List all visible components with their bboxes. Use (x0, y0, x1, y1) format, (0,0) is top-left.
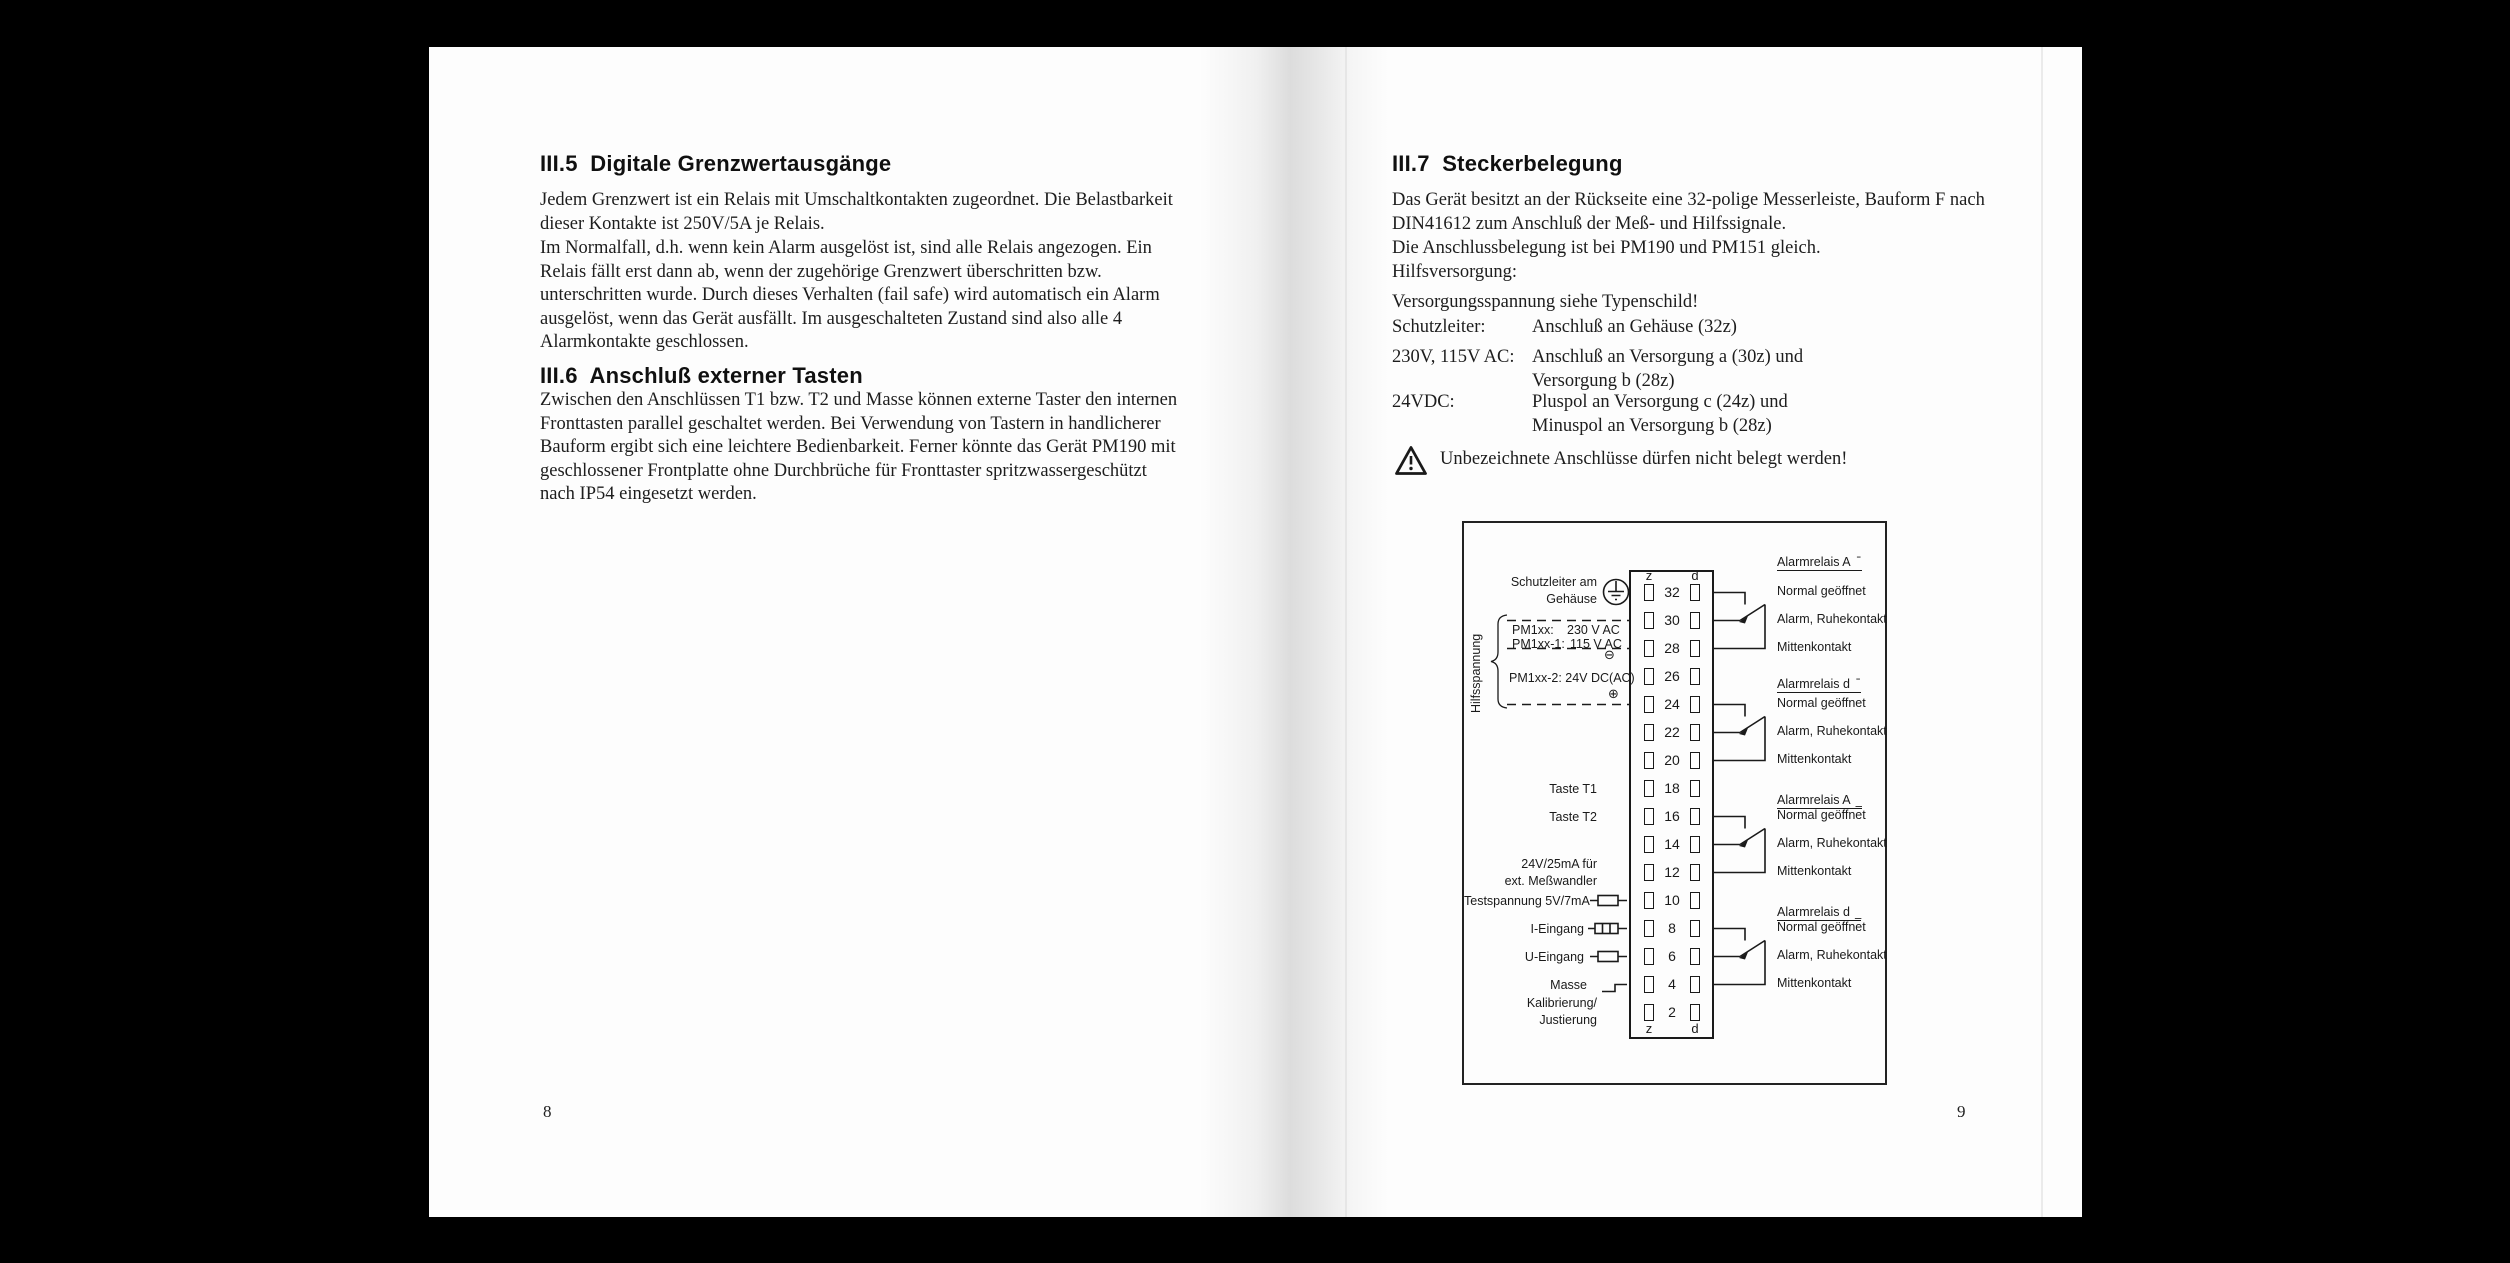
pin-12d (1690, 864, 1700, 881)
paragraph: Im Normalfall, d.h. wenn kein Alarm ausgelöst ist, sind alle Relais angezogen. Ein Relais fällt erst dann ab, wenn der zugehörige Grenzwert überschritten bzw. unterschritten wurde. Durch dieses Verhalten (fail safe) wird automatisch ein Alarm ausgelöst, wenn das Gerät ausfällt. Im ausgeschalteten Zustand sind also alle 4 Alarmkontakte geschlossen. (540, 238, 1160, 352)
def-desc: Anschluß an Gehäuse (32z) (1532, 317, 1737, 337)
hilfsspannung-label: Hilfsspannung (1469, 633, 1483, 713)
column-label-d-bottom: d (1691, 1021, 1699, 1036)
pin-number: 14 (1664, 835, 1680, 852)
relay-limit-mark: _ (1854, 904, 1862, 919)
pin-26z (1644, 668, 1654, 685)
paragraph: Das Gerät besitzt an der Rückseite eine 32-polige Messerleiste, Bauform F nach DIN41612 zum Anschluß der Meß- und Hilfssignale. (1392, 190, 1985, 234)
taste-t1-label: Taste T1 (1549, 782, 1597, 796)
pin-20z (1644, 752, 1654, 769)
relay-limit-mark: _ (1855, 792, 1862, 807)
section-heading-iii5: III.5 Digitale Grenzwertausgänge (540, 151, 892, 176)
pin-22z (1644, 724, 1654, 741)
supply-row-24vdc: PM1xx-2: 24V DC(AC) (1509, 671, 1635, 685)
pin-number: 6 (1668, 947, 1676, 964)
pin-26d (1690, 668, 1700, 685)
pin-number: 32 (1664, 583, 1680, 600)
kalibrierung-line2: Justierung (1539, 1013, 1597, 1027)
pin-number: 30 (1664, 611, 1680, 628)
masse-label: Masse (1550, 978, 1587, 992)
pin-2d (1690, 1004, 1700, 1021)
pin-24z (1644, 696, 1654, 713)
def-desc: Pluspol an Versorgung c (24z) und (1532, 392, 1788, 412)
pin-32d (1690, 584, 1700, 601)
kalibrierung-label (1464, 995, 1597, 1029)
pin-number: 4 (1668, 975, 1676, 992)
pin-32z (1644, 584, 1654, 601)
minus-terminal-icon: ⊖ (1604, 648, 1615, 663)
relay-contact-label: Normal geöffnet (1777, 920, 1866, 934)
pin-14d (1690, 836, 1700, 853)
testspannung-label: Testspannung 5V/7mA (1464, 894, 1590, 908)
relay-group-heading (1777, 904, 1861, 921)
pin-22d (1690, 724, 1700, 741)
relay-group-heading (1777, 792, 1862, 809)
supply-name: PM1xx-1: (1512, 637, 1565, 651)
pin-28z (1644, 640, 1654, 657)
warning-text: Unbezeichnete Anschlüsse dürfen nicht belegt werden! (1440, 449, 1848, 469)
book-spread (429, 47, 2082, 1217)
relay-contact-label: Normal geöffnet (1777, 696, 1866, 710)
column-label-z-bottom: z (1645, 1021, 1653, 1036)
u-eingang-label: U-Eingang (1524, 950, 1584, 964)
pin-number: 28 (1664, 639, 1680, 656)
section-heading-iii7: III.7 Steckerbelegung (1392, 151, 1623, 176)
column-label-d-top: d (1691, 568, 1699, 583)
pin-8z (1644, 920, 1654, 937)
relay-contact-label: Alarm, Ruhekontakt (1777, 948, 1887, 962)
paragraph: Zwischen den Anschlüssen T1 bzw. T2 und Masse können externe Taster den internen Fronttasten parallel geschaltet werden. Bei Verwendung von Tastern in handlicherer Bauform ergibt sich eine leichtere Bedienbarkeit. Ferner könnte das Gerät PM190 mit geschlossener Frontplatte ohne Durchbrüche für Fronttaster spritzwassergeschützt nach IP54 eingesetzt werden. (540, 390, 1178, 504)
page-edge-line (2041, 47, 2043, 1217)
schutzleiter-line2: Gehäuse (1546, 592, 1597, 606)
supply-value: 115 V AC (1570, 637, 1622, 651)
schutzleiter-line1: Schutzleiter am (1510, 575, 1597, 589)
pin-14z (1644, 836, 1654, 853)
i-eingang-label: I-Eingang (1530, 922, 1584, 936)
pin-18d (1690, 780, 1700, 797)
relay-contact-label: Mittenkontakt (1777, 640, 1852, 654)
pin-18z (1644, 780, 1654, 797)
def-desc: Anschluß an Versorgung a (30z) und (1532, 347, 1804, 367)
page-crease-line (1345, 47, 1347, 1217)
def-desc: Minuspol an Versorgung b (28z) (1532, 415, 1772, 436)
relay-group-title: Alarmrelais A (1777, 793, 1851, 807)
def-term: Schutzleiter: (1392, 317, 1486, 337)
def-desc: Versorgung b (28z) (1532, 370, 1675, 391)
relay-group-title: Alarmrelais d (1777, 677, 1850, 691)
paragraph: Jedem Grenzwert ist ein Relais mit Umschaltkontakten zugeordnet. Die Belastbarkeit dieser Kontakte ist 250V/5A je Relais. (540, 190, 1173, 234)
pin-number: 8 (1668, 919, 1676, 936)
pin-8d (1690, 920, 1700, 937)
pin-number: 20 (1664, 751, 1680, 768)
paragraph: Versorgungsspannung siehe Typenschild! (1392, 292, 1699, 312)
pin-number: 10 (1664, 891, 1680, 908)
relay-contact-label: Normal geöffnet (1777, 584, 1866, 598)
plus-terminal-icon: ⊕ (1608, 687, 1619, 702)
messwandler-line1: 24V/25mA für (1521, 857, 1597, 871)
paragraph: Die Anschlussbelegung ist bei PM190 und PM151 gleich. (1392, 238, 1821, 258)
messwandler-line2: ext. Meßwandler (1504, 874, 1597, 888)
relay-group-heading (1777, 554, 1862, 571)
pin-number: 24 (1664, 695, 1680, 712)
section-heading-iii6: III.6 Anschluß externer Tasten (540, 363, 863, 388)
pin-4z (1644, 976, 1654, 993)
pin-4d (1690, 976, 1700, 993)
pin-30d (1690, 612, 1700, 629)
pin-12z (1644, 864, 1654, 881)
supply-name: PM1xx: (1512, 623, 1554, 637)
relay-contact-label: Mittenkontakt (1777, 752, 1852, 766)
pin-6z (1644, 948, 1654, 965)
page-number-right: 9 (1957, 1102, 1966, 1121)
pin-number: 26 (1664, 667, 1680, 684)
def-term: 230V, 115V AC: (1392, 347, 1515, 367)
pin-number: 12 (1664, 863, 1680, 880)
relay-contact-label: Alarm, Ruhekontakt (1777, 836, 1887, 850)
paragraph: Hilfsversorgung: (1392, 262, 1518, 282)
relay-contact-label: Normal geöffnet (1777, 808, 1866, 822)
relay-contact-label: Mittenkontakt (1777, 976, 1852, 990)
column-label-z-top: z (1645, 568, 1653, 583)
relay-limit-mark: ¯ (1855, 554, 1862, 569)
pin-6d (1690, 948, 1700, 965)
pin-number: 22 (1664, 723, 1680, 740)
pin-10z (1644, 892, 1654, 909)
pin-24d (1690, 696, 1700, 713)
relay-limit-mark: ¯ (1854, 676, 1862, 691)
schutzleiter-label (1464, 574, 1597, 608)
def-term: 24VDC: (1392, 392, 1455, 412)
book-gutter-shadow (1199, 47, 1389, 1217)
taste-t2-label: Taste T2 (1549, 810, 1597, 824)
page-number-left: 8 (543, 1102, 552, 1121)
pinout-diagram (1462, 521, 1887, 1085)
relay-contact-label: Mittenkontakt (1777, 864, 1852, 878)
pin-number: 16 (1664, 807, 1680, 824)
relay-group-title: Alarmrelais A (1777, 555, 1851, 569)
warning-triangle-icon (1394, 445, 1428, 476)
pin-20d (1690, 752, 1700, 769)
supply-row-115vac (1512, 636, 1622, 653)
relay-group-heading (1777, 676, 1861, 693)
pin-number: 2 (1668, 1003, 1676, 1020)
kalibrierung-line1: Kalibrierung/ (1526, 996, 1597, 1010)
pin-16d (1690, 808, 1700, 825)
relay-group-title: Alarmrelais d (1777, 905, 1850, 919)
pin-10d (1690, 892, 1700, 909)
supply-value: 230 V AC (1567, 623, 1620, 637)
relay-contact-label: Alarm, Ruhekontakt (1777, 724, 1887, 738)
pin-28d (1690, 640, 1700, 657)
pin-2z (1644, 1004, 1654, 1021)
pin-number: 18 (1664, 779, 1680, 796)
relay-contact-label: Alarm, Ruhekontakt (1777, 612, 1887, 626)
pin-30z (1644, 612, 1654, 629)
pin-16z (1644, 808, 1654, 825)
messwandler-label (1464, 856, 1597, 890)
